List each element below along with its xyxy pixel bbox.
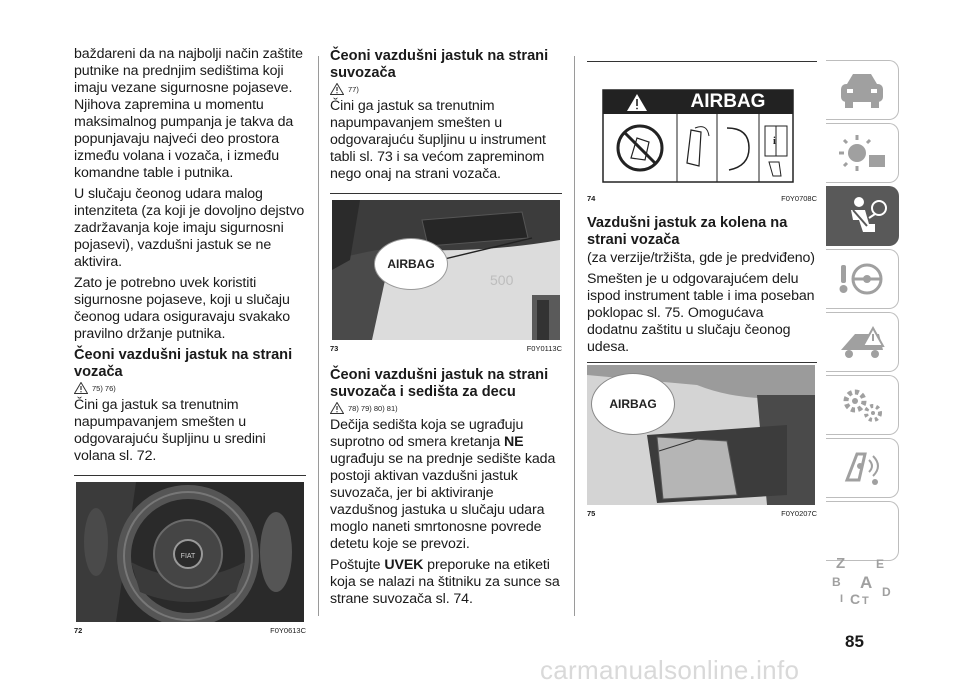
figure-caption [74,626,306,635]
watermark: carmanualsonline.info [540,655,800,685]
index-letter: C [850,591,861,607]
figure-top-rule [330,193,562,194]
figure-steering-wheel [76,482,304,622]
figure-number: 73 [330,344,339,353]
figure-code: F0Y0113C [526,344,562,353]
tab-multimedia[interactable] [826,438,899,498]
svg-text:i: i [773,136,776,147]
multimedia-icon [835,446,889,490]
maintenance-icon [835,383,889,427]
tab-maintenance[interactable] [826,375,899,435]
safety-seat-airbag-icon [835,194,889,238]
tab-dashboard[interactable] [826,60,899,120]
steering-wheel-illustration [76,482,304,622]
figure-passenger-dashboard [332,200,560,340]
paragraph: Čini ga jastuk sa trenutnim napumpavanjem smešten u odgovarajuću šupljinu u instrument tabli sl. 73 i sa većom zapreminom nego onaj na strani vozača. [330,98,546,182]
index-letter: I [840,593,844,605]
emphasis-text: NE [503,434,524,450]
figure-top-rule [74,475,306,476]
section-heading: Vazdušni jastuk za kolena na strani vozača [587,215,788,248]
reference-numbers: 78) 79) 80) 81) [348,403,398,413]
reference-numbers: 75) 76) [92,383,116,393]
figure-top-rule [587,362,817,363]
column-2 [330,46,562,612]
warning-lights-icon [835,131,889,175]
figure-caption [587,194,817,203]
section-heading: Čeoni vazdušni jastuk na strani suvozača i sedišta za decu [330,367,549,400]
section-heading: Čeoni vazdušni jastuk na strani vozača [74,347,293,380]
tab-warning-lights[interactable] [826,123,899,183]
paragraph-subtitle: (za verzije/tržišta, gde je predviđeno) [587,250,815,266]
paragraph: U slučaju čeonog udara malog intenziteta (za koji je dovoljno dejstvo zadržavanja koje imaju sigurnosni pojasevi), vazdušni jastuk se ne aktivira. [74,186,305,270]
starting-driving-icon [835,257,889,301]
tab-index[interactable] [826,501,899,561]
warning-references [74,382,306,394]
column-divider [574,56,575,616]
svg-text:FIAT: FIAT [180,553,196,560]
tab-emergency[interactable] [826,312,899,372]
airbag-callout-label: AIRBAG [591,373,675,435]
figure-caption [587,509,817,518]
paragraph [330,557,562,608]
airbag-callout-label: AIRBAG [374,238,448,290]
warning-references [330,402,562,414]
car-dashboard-icon [835,68,889,112]
chapter-tabs [826,60,898,564]
airbag-warning-label-illustration [587,68,817,190]
column-divider [318,56,319,616]
warning-triangle-icon [330,83,344,95]
svg-text:500: 500 [490,272,514,288]
section-heading: Čeoni vazdušni jastuk na strani suvozača [330,48,549,81]
paragraph: baždareni da na najbolji način zaštite putnike na prednjim sedištima koji imaju vezane sigurnosne pojaseve. Njihova zapremina u momentu maksimalnog pumpanja je takva da popunjavaju najveći deo prostora između volana i vozača, i između komandne table i putnika. [74,46,303,181]
paragraph [330,417,562,553]
figure-airbag-warning-label [587,68,817,190]
figure-number: 72 [74,626,83,635]
text-run: Dečija sedišta koja se ugrađuju suprotno od smera kretanja [330,417,524,450]
text-run: Poštujte [330,557,385,573]
figure-number: 74 [587,194,596,203]
paragraph: Smešten je u odgovarajućem delu ispod instrument table i ima poseban poklopac sl. 75. Omogućava dodatnu zaštitu u slučaju čeonog udesa. [587,271,815,355]
index-letter: A [860,573,873,592]
index-letter: E [876,557,885,571]
page-number: 85 [845,632,864,651]
emergency-icon [835,320,889,364]
index-letter: Z [836,555,846,572]
paragraph: Čini ga jastuk sa trenutnim napumpavanjem smešten u odgovarajuću šupljinu u sredini volana sl. 72. [74,397,266,464]
tab-starting-driving[interactable] [826,249,899,309]
figure-caption [330,344,562,353]
figure-number: 75 [587,509,596,518]
column-3 [587,46,817,518]
figure-code: F0Y0708C [781,194,817,203]
column-1 [74,46,306,635]
index-letters [830,555,896,610]
warning-references [330,83,562,95]
reference-numbers: 77) [348,84,359,94]
warning-triangle-icon [330,402,344,414]
index-letter: B [832,575,841,589]
tab-safety[interactable] [826,186,899,246]
index-letter: T [862,595,869,607]
figure-code: F0Y0207C [781,509,817,518]
figure-knee-airbag [587,365,815,505]
figure-top-rule [587,61,817,62]
index-letter: D [882,585,891,599]
airbag-label-title: AIRBAG [690,91,766,112]
text-run: preporuke na etiketi koja se nalazi na štitniku za sunce sa strane suvozača sl. 74. [330,557,560,607]
text-run: ugrađuju se na prednje sedište kada postoji aktivan vazdušni jastuk suvozača, jer bi aktiviranje vazdušnog jastuka u slučaju udara moglo naneti smrtonosne povrede detetu koje se prevozi. [330,451,556,552]
index-icon [835,509,889,553]
figure-code: F0Y0613C [270,626,306,635]
warning-triangle-icon [74,382,88,394]
emphasis-text: UVEK [384,557,424,573]
paragraph: Zato je potrebno uvek koristiti sigurnosne pojaseve, koji u slučaju čeonog udara osiguravaju svakako pravilno držanje putnika. [74,275,291,342]
